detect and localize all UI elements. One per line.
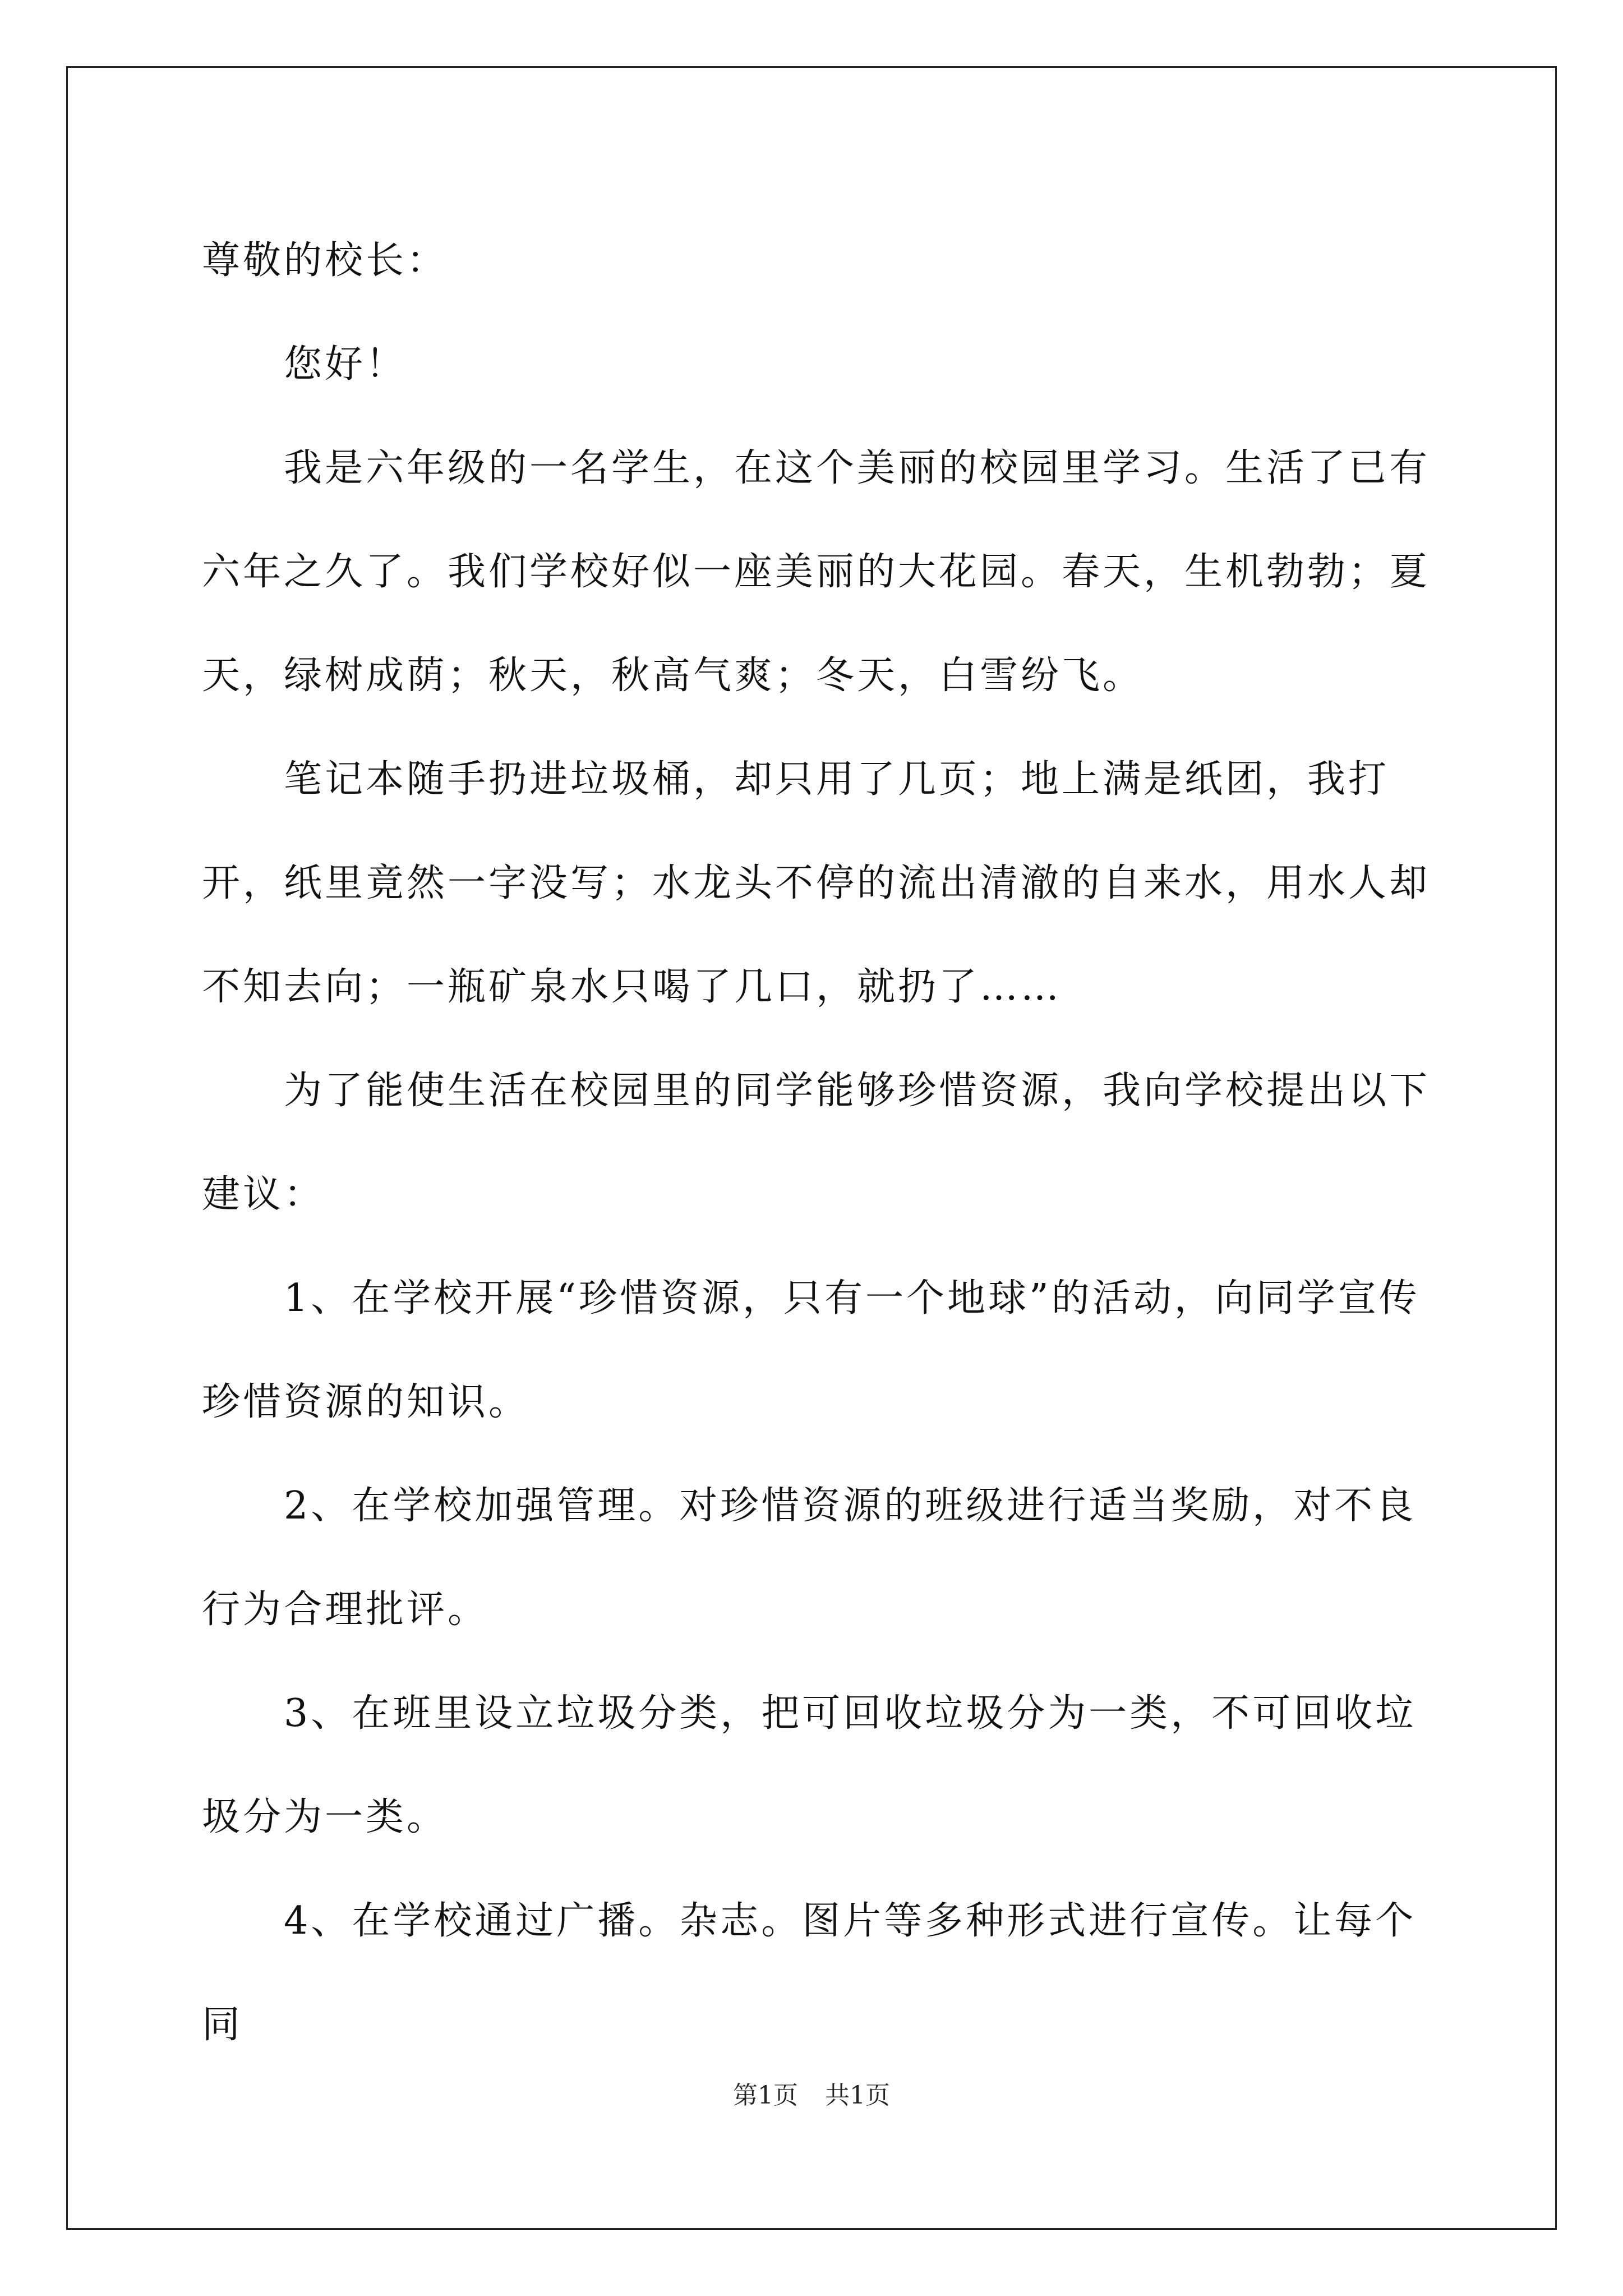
suggestion-4: 4、在学校通过广播。杂志。图片等多种形式进行宣传。让每个同 — [202, 1899, 1417, 2047]
salutation: 尊敬的校长： — [202, 238, 448, 283]
paragraph-intro: 我是六年级的一名学生，在这个美丽的校园里学习。生活了已有六年之久了。我们学校好似一座美丽的大花园。春天，生机勃勃；夏天，绿树成荫；秋天，秋高气爽；冬天，白雪纷飞。 — [202, 446, 1431, 698]
document-body — [202, 209, 1436, 2077]
suggestion-3: 3、在班里设立垃圾分类，把可回收垃圾分为一类，不可回收垃圾分为一类。 — [202, 1691, 1417, 1839]
suggestion-2: 2、在学校加强管理。对珍惜资源的班级进行适当奖励，对不良行为合理批评。 — [202, 1484, 1417, 1632]
page-total: 共1页 — [825, 2081, 890, 2110]
greeting: 您好！ — [284, 342, 407, 386]
suggestion-1: 1、在学校开展“珍惜资源，只有一个地球”的活动，向同学宣传珍惜资源的知识。 — [202, 1276, 1420, 1424]
paragraph-waste: 笔记本随手扔进垃圾桶，却只用了几页；地上满是纸团，我打开，纸里竟然一字没写；水龙头不停的流出清澈的自来水，用水人却不知去向；一瓶矿泉水只喝了几口，就扔了…… — [202, 757, 1431, 1009]
page-footer — [0, 2079, 1623, 2113]
page-number: 第1页 — [733, 2081, 798, 2110]
paragraph-proposal: 为了能使生活在校园里的同学能够珍惜资源，我向学校提出以下建议： — [202, 1069, 1431, 1217]
